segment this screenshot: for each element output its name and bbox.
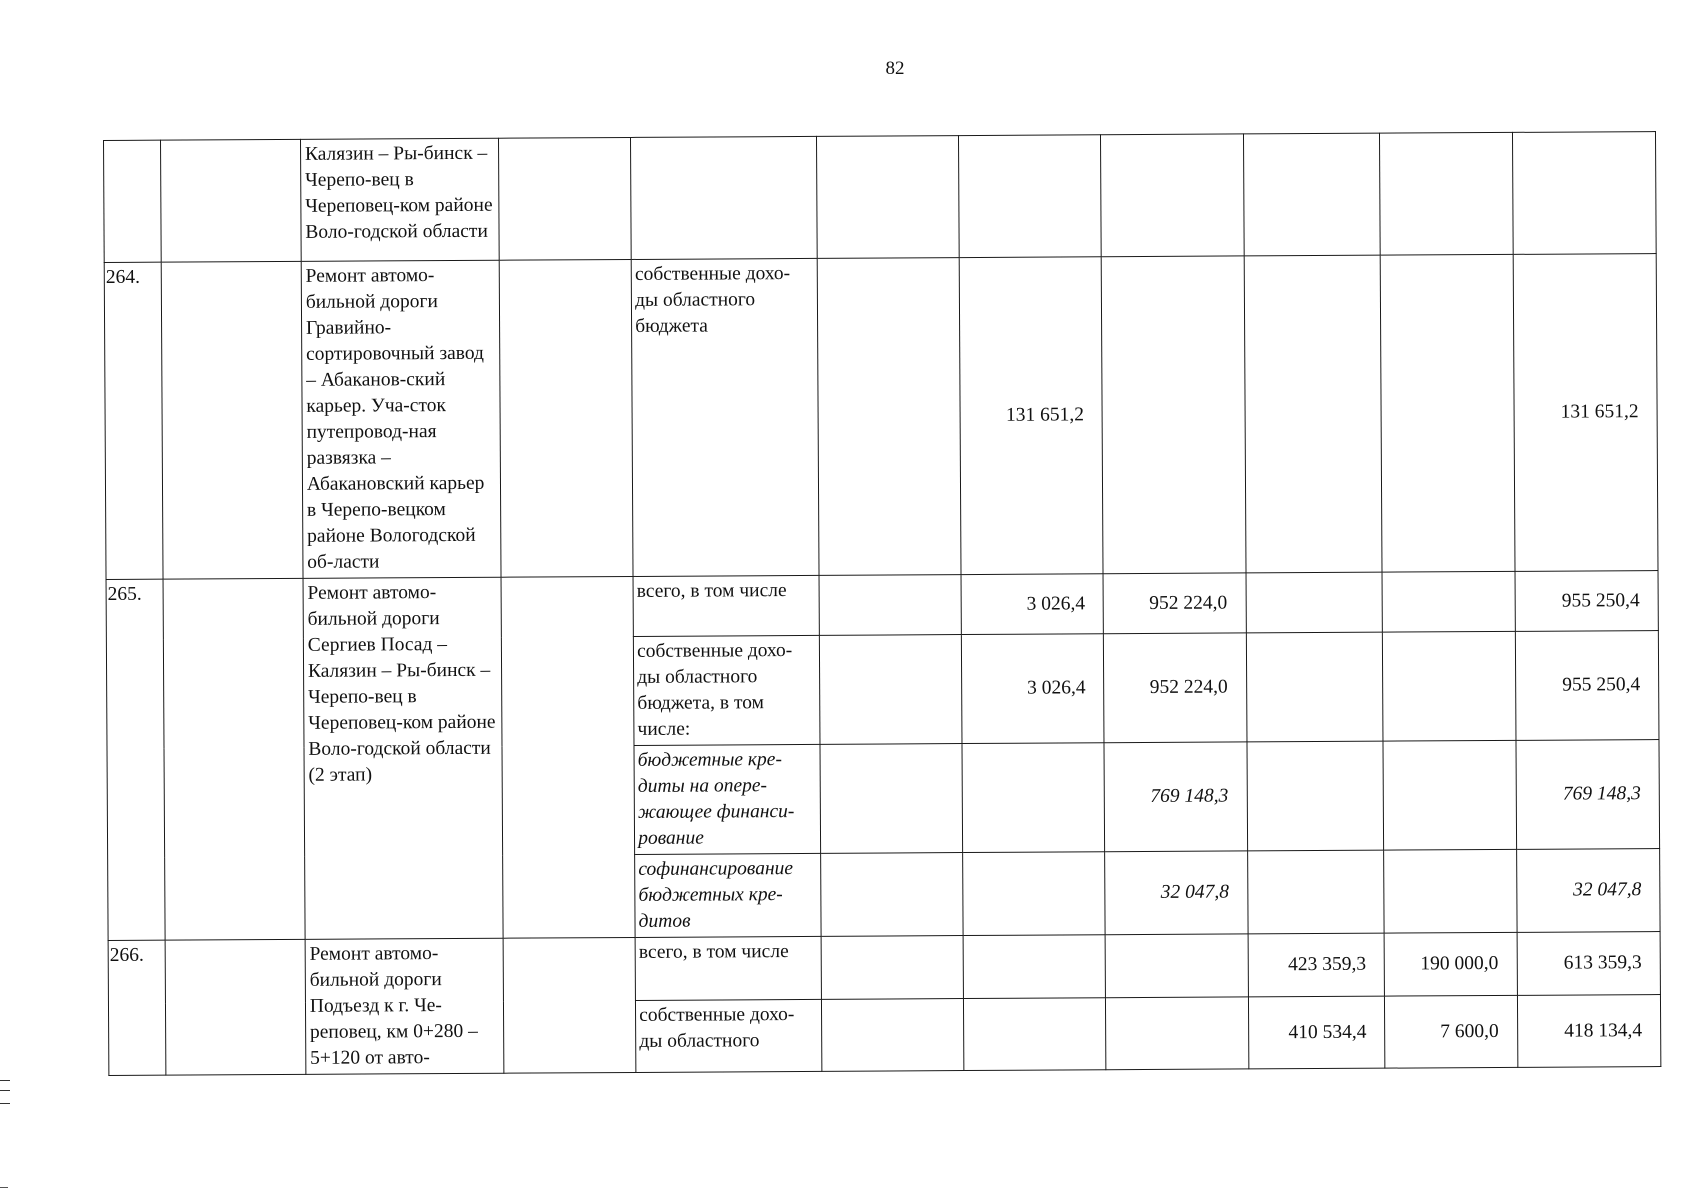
cell-value: 3 026,4: [961, 574, 1104, 635]
cell-empty: [165, 939, 306, 1075]
margin-tick: [0, 1187, 8, 1188]
cell-value: 131 651,2: [959, 257, 1103, 575]
cell-empty: [498, 137, 631, 260]
cell-empty: [1243, 133, 1380, 256]
cell-empty: [161, 261, 303, 579]
cell-empty: [817, 136, 960, 259]
cell-empty: [1383, 631, 1516, 741]
cell-total: 418 134,4: [1517, 995, 1661, 1067]
cell-source: бюджетные кре-диты на опере-жающее финанси-рование: [634, 744, 821, 854]
cell-empty: [1512, 132, 1656, 255]
cell-empty: [963, 852, 1106, 936]
cell-index: 264.: [104, 262, 163, 579]
cell-object-name: Ремонт автомо-бильной дороги Подъезд к г. Че-реповец, км 0+280 – 5+120 от авто-: [305, 938, 504, 1074]
cell-source: собственные дохо-ды областного бюджета: [631, 258, 819, 576]
cell-value: 32 047,8: [1105, 851, 1248, 935]
table-row-265: [106, 571, 1658, 640]
cell-empty: [1380, 254, 1514, 572]
cell-total: 131 651,2: [1513, 254, 1658, 572]
cell-empty: [501, 576, 635, 938]
cell-value: 952 224,0: [1103, 573, 1246, 634]
page-number: 82: [885, 58, 905, 79]
cell-source: всего, в том числе: [633, 575, 819, 636]
cell-empty: [1380, 132, 1513, 255]
cell-source: софинансирование бюджетных кре-дитов: [635, 853, 821, 937]
cell-empty: [1244, 255, 1383, 573]
table-row-264: [104, 254, 1658, 580]
cell-total: 613 359,3: [1517, 932, 1661, 996]
cell-empty: [1246, 572, 1383, 633]
cell-empty: [1105, 934, 1248, 998]
cell-empty: [819, 635, 962, 745]
cell-empty: [1247, 741, 1384, 851]
cell-empty: [1106, 997, 1249, 1069]
binding-mark: [0, 1080, 10, 1104]
cell-empty: [822, 999, 965, 1071]
cell-index: 266.: [108, 940, 166, 1075]
cell-empty: [821, 853, 964, 937]
cell-object-name: Ремонт автомо-бильной дороги Гравийно-сортировочный завод – Абаканов-ский карьер. Уча-сток путепровод-ная развязка – Абакановский карьер в Черепо-вецком районе Вологодской об-ласти: [301, 260, 501, 578]
cell-empty: [821, 936, 964, 1000]
cell-empty: [1102, 256, 1246, 574]
cell-value: 952 224,0: [1104, 633, 1247, 743]
cell-empty: [1383, 740, 1516, 850]
cell-empty: [819, 575, 962, 636]
cell-object-name: Ремонт автомо-бильной дороги Сергиев Посад – Калязин – Ры-бинск – Черепо-вец в Череповец-ком районе Воло-годской области (2 этап): [303, 577, 503, 939]
cell-value: 769 148,3: [1104, 742, 1247, 852]
cell-empty: [163, 578, 305, 940]
cell-empty: [1101, 134, 1244, 257]
cell-value: 423 359,3: [1248, 933, 1385, 997]
cell-empty: [1382, 571, 1515, 632]
cell-empty: [1246, 632, 1383, 742]
cell-empty: [962, 743, 1105, 853]
cell-empty: [160, 139, 301, 262]
cell-object-name: Калязин – Ры-бинск – Черепо-вец в Череповец-ком районе Воло-годской области: [300, 138, 499, 261]
cell-total: 769 148,3: [1516, 740, 1660, 850]
cell-total: 955 250,4: [1515, 631, 1659, 741]
cell-empty: [963, 935, 1106, 999]
cell-source: собственные дохо-ды областного бюджета, в том числе:: [633, 635, 820, 745]
cell-empty: [499, 259, 633, 577]
cell-empty: [503, 937, 636, 1073]
cell-total: 955 250,4: [1515, 571, 1659, 632]
cell-source: всего, в том числе: [635, 936, 821, 1000]
table-row-266: [108, 932, 1660, 1004]
cell-empty: [817, 258, 961, 576]
cell-empty: [1384, 849, 1517, 933]
cell-source: собственные дохо-ды областного: [636, 1000, 822, 1073]
cell-empty: [959, 135, 1102, 258]
cell-value: 190 000,0: [1384, 932, 1517, 996]
cell-index: 265.: [106, 579, 165, 940]
cell-empty: [820, 744, 963, 854]
budget-table: [103, 131, 1661, 1076]
cell-empty: [1247, 850, 1384, 934]
cell-index: [104, 140, 162, 262]
cell-source: [631, 136, 818, 259]
table-row-continuation: [104, 132, 1657, 263]
cell-value: 410 534,4: [1248, 997, 1385, 1069]
cell-value: 7 600,0: [1385, 996, 1518, 1068]
cell-value: 3 026,4: [962, 634, 1105, 744]
cell-total: 32 047,8: [1516, 849, 1660, 933]
cell-empty: [964, 998, 1107, 1070]
